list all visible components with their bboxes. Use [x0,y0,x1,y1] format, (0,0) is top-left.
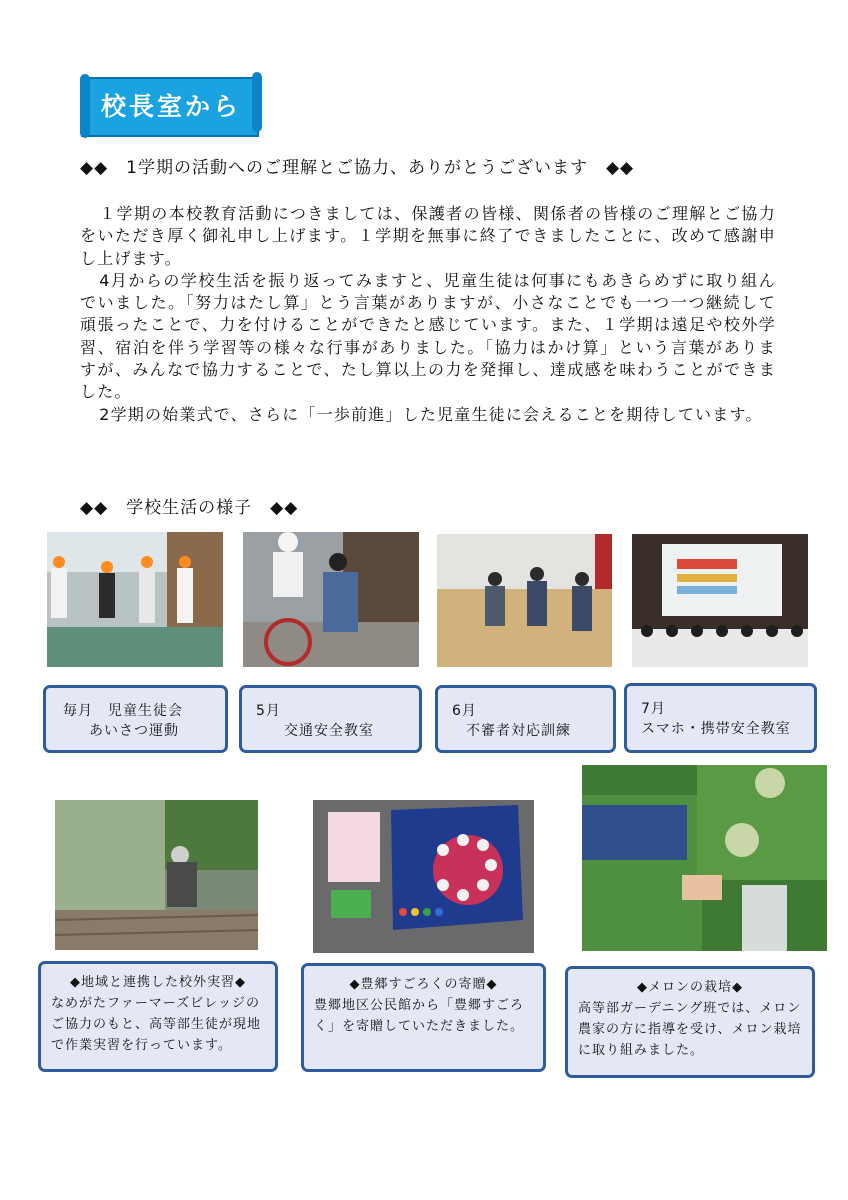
caption-traffic [239,685,422,753]
photo-melon [582,765,827,951]
body-text [80,203,776,426]
caption-sugoroku [301,963,546,1072]
caption-title: ◆豊郷すごろくの寄贈◆ [349,977,498,992]
photo-farmers-village [55,800,258,950]
caption-line: 5月 [256,703,281,719]
caption-line: スマホ・携帯安全教室 [641,721,791,737]
caption-intruder [435,685,616,753]
caption-smartphone [624,683,817,753]
caption-title: ◆メロンの栽培◆ [637,980,743,995]
title-banner [78,70,264,140]
caption-line: 6月 [452,703,477,719]
section2-heading: ◆◆ 学校生活の様子 ◆◆ [80,498,299,518]
paragraph: 4月からの学校生活を振り返ってみますと、児童生徒は何事にもあきらめずに取り組んでいました。「努力はたし算」とう言葉がありますが、小さなことでも一つ一つ継続して頑張ったことで、力を付けることができたと感じています。また、１学期は遠足や校外学習、宿泊を伴う学習等の様々な行事がありました。「協力はかけ算」という言葉がありますが、みんなで協力することで、たし算以上の力を発揮し、達成感を味わうことができました。 [80,270,776,402]
caption-melon [565,966,815,1078]
caption-text: 豊郷地区公民館から「豊郷すごろく」を寄贈していただきました。 [314,998,525,1034]
caption-text: なめがたファーマーズビレッジのご協力のもと、高等部生徒が現地で作業実習を行っています。 [51,996,262,1053]
paragraph: 2学期の始業式で、さらに「一歩前進」した児童生徒に会えることを期待しています。 [99,404,763,424]
caption-line: 毎月 児童生徒会 [63,703,183,719]
caption-greeting [43,685,228,753]
caption-text: 高等部ガーデニング班では、メロン農家の方に指導を受け、メロン栽培に取り組みました。 [578,1001,802,1058]
section1-heading: ◆◆ 1学期の活動へのご理解とご協力、ありがとうございます ◆◆ [80,158,635,178]
photo-greeting-campaign [47,532,223,667]
caption-line: 不審者対応訓練 [466,723,571,739]
photo-sugoroku [313,800,534,953]
caption-farmers-village [38,961,278,1072]
photo-traffic-safety [243,532,419,667]
paragraph: １学期の本校教育活動につきましては、保護者の皆様、関係者の皆様のご理解とご協力をいただき厚く御礼申し上げます。１学期を無事に終了できましたことに、改めて感謝申し上げます。 [80,204,776,268]
caption-title: ◆地域と連携した校外実習◆ [70,975,246,990]
banner-title: 校長室から [100,92,241,121]
caption-line: 7月 [641,701,666,717]
caption-line: 交通安全教室 [284,723,374,739]
caption-line: あいさつ運動 [89,723,179,739]
photo-smartphone-safety [632,534,808,667]
photo-intruder-drill [437,534,612,667]
